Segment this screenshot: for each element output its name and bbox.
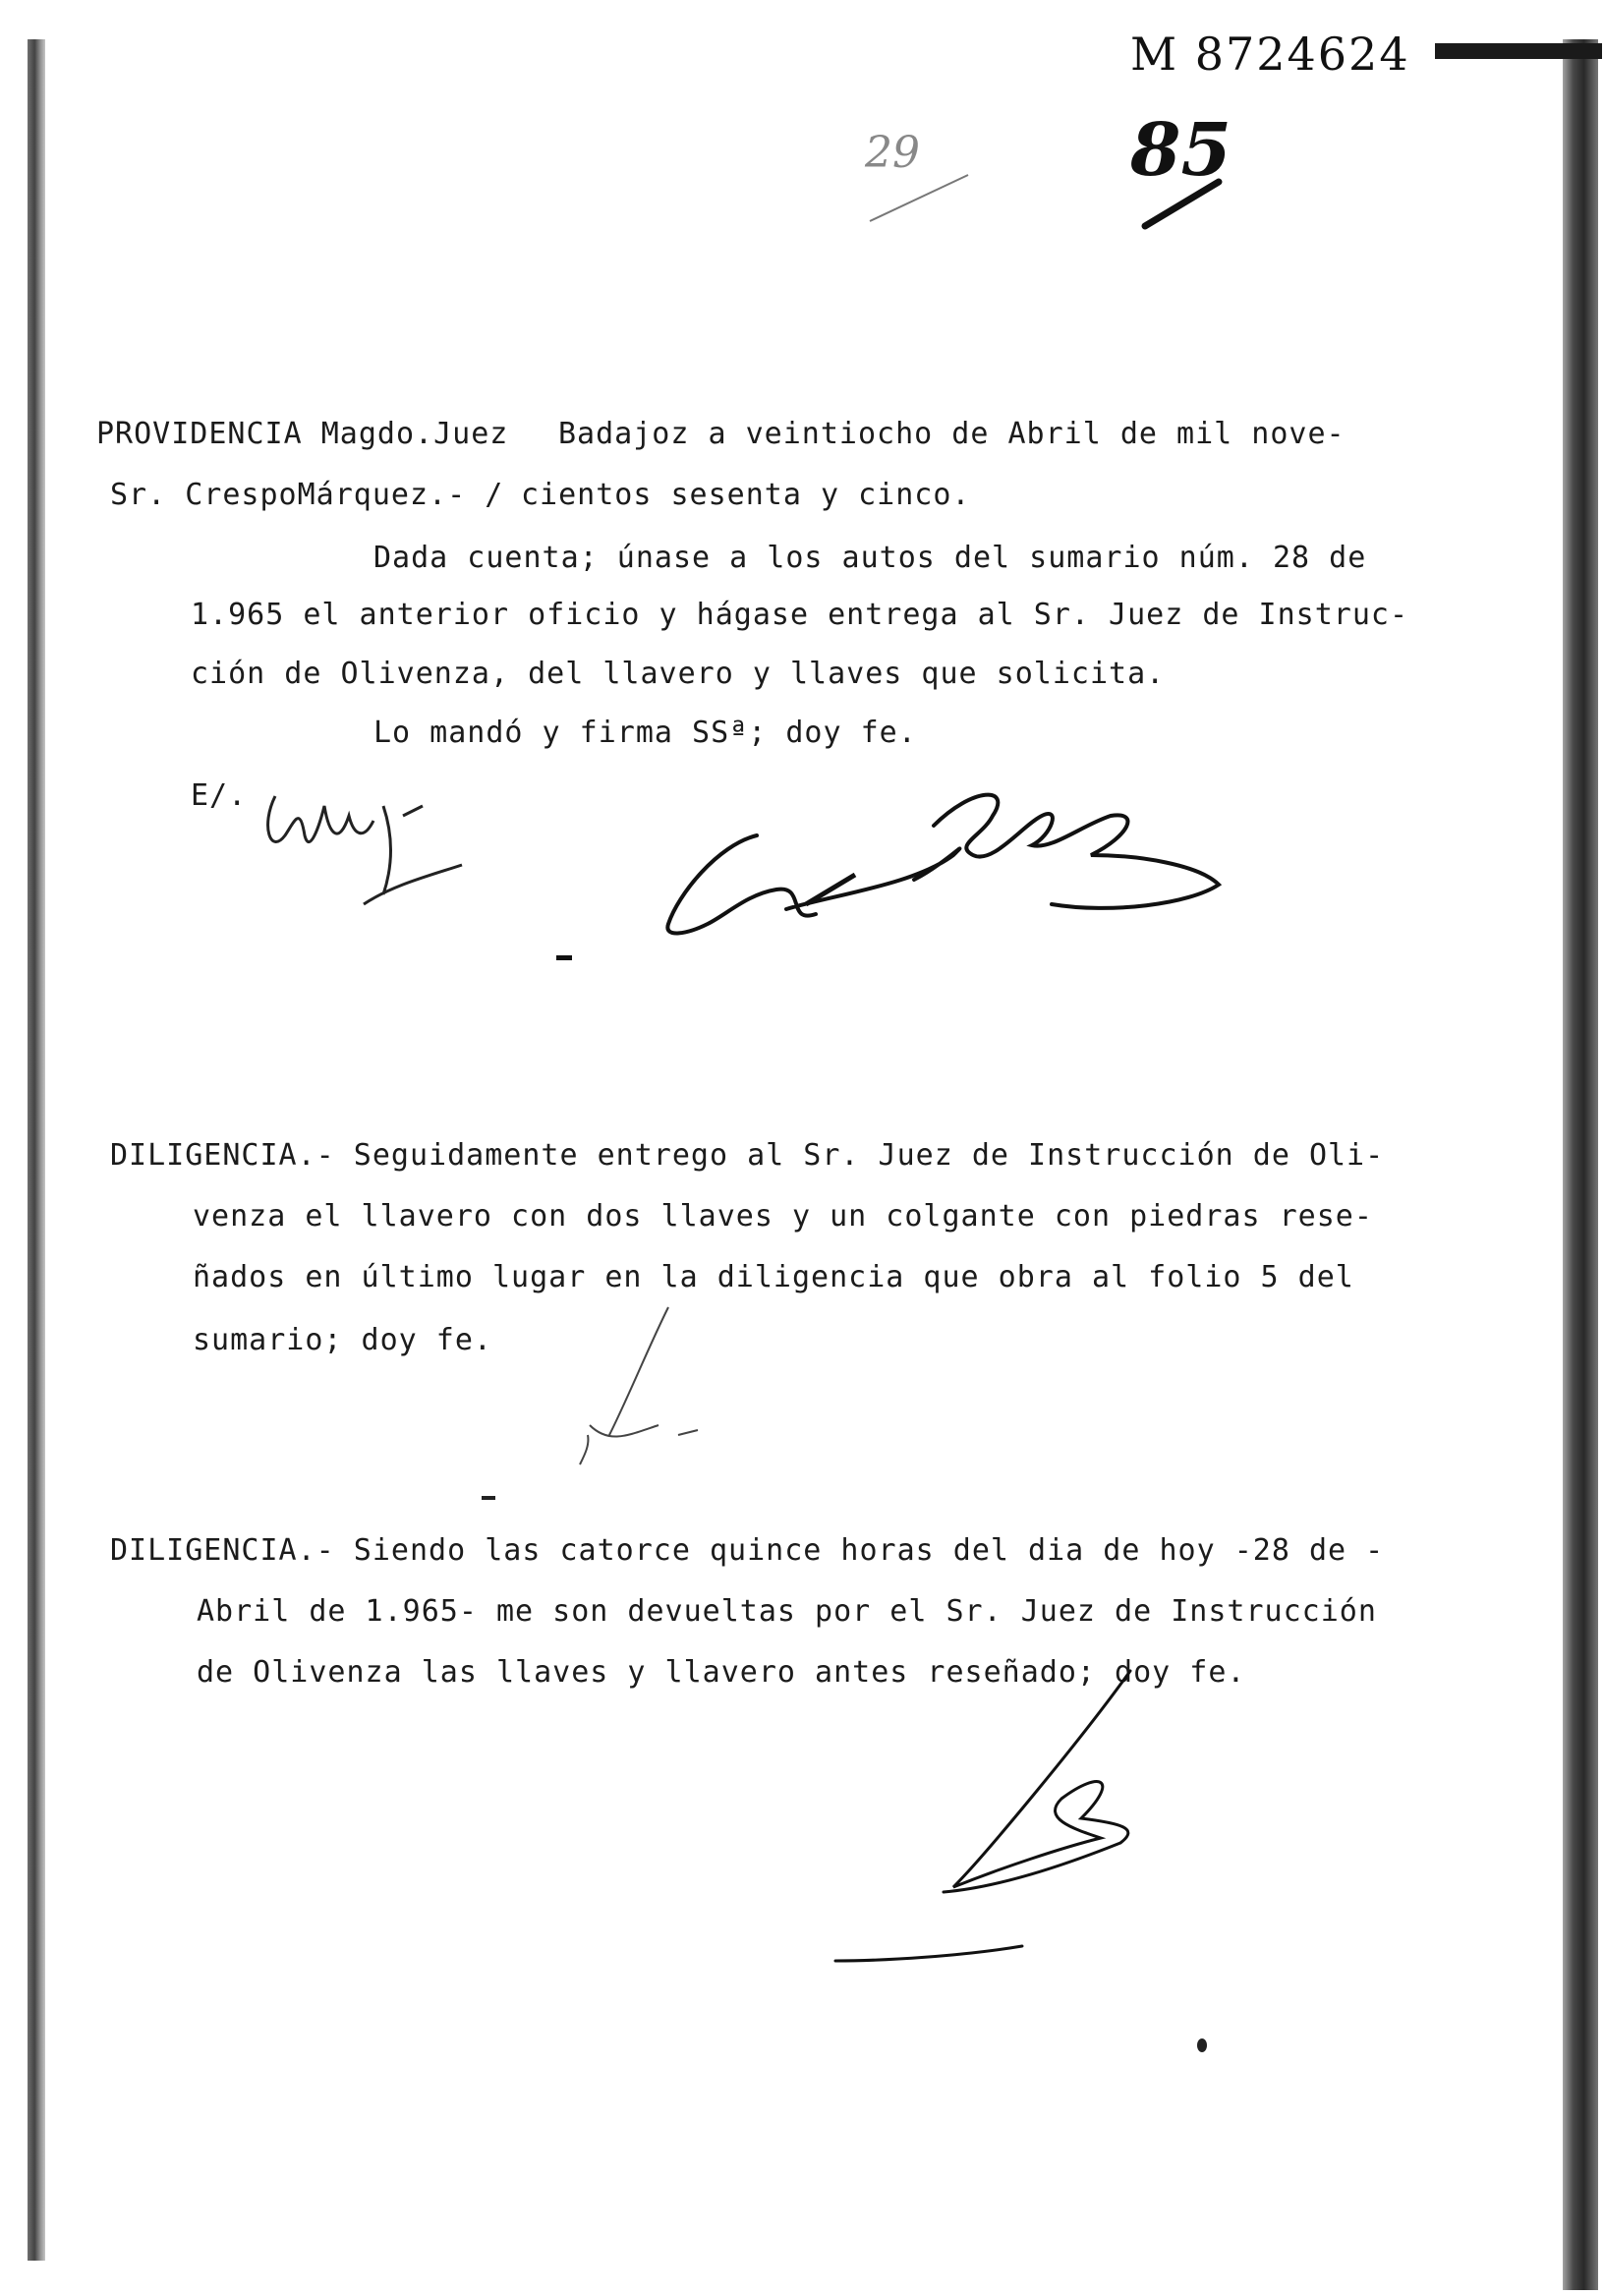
providencia-body-line: Lo mandó y firma SSª; doy fe. bbox=[373, 716, 917, 750]
top-scan-edge bbox=[1435, 43, 1602, 59]
diligencia-1-line: ñados en último lugar en la diligencia que obra al folio 5 del bbox=[193, 1260, 1354, 1294]
left-scan-edge bbox=[28, 39, 45, 2261]
providencia-date-line1: Badajoz a veintiocho de Abril de mil nove- bbox=[558, 417, 1346, 451]
diligencia-1-line: venza el llavero con dos llaves y un colgante con piedras rese- bbox=[193, 1199, 1373, 1234]
providencia-date-line2: cientos sesenta y cinco. bbox=[521, 478, 971, 512]
providencia-body-line: 1.965 el anterior oficio y hágase entrega al Sr. Juez de Instruc- bbox=[191, 598, 1408, 632]
diligencia-2-line: Abril de 1.965- me son devueltas por el Sr. Juez de Instrucción bbox=[197, 1594, 1377, 1629]
document-number: M 8724624 bbox=[1130, 28, 1410, 81]
providencia-body-line: ción de Olivenza, del llavero y llaves que solicita. bbox=[191, 657, 1166, 691]
diligencia-1-signature bbox=[550, 1297, 727, 1474]
diligencia-2-line: de Olivenza las llaves y llavero antes reseñado; doy fe. bbox=[197, 1655, 1246, 1690]
folio-number-faint: 29 bbox=[865, 128, 920, 178]
judge-signature bbox=[619, 767, 1248, 953]
diligencia-2-line: DILIGENCIA.- Siendo las catorce quince horas del dia de hoy -28 de - bbox=[110, 1533, 1385, 1568]
folio-underline-faint bbox=[865, 167, 973, 226]
diligencia-1-line: sumario; doy fe. bbox=[193, 1323, 492, 1357]
ink-mark bbox=[556, 955, 572, 960]
right-scan-edge bbox=[1563, 39, 1598, 2290]
folio-underline bbox=[1140, 177, 1229, 236]
diligencia-2-signature bbox=[826, 1661, 1258, 1985]
providencia-body-line: Dada cuenta; únase a los autos del sumario núm. 28 de bbox=[373, 541, 1367, 575]
ink-mark bbox=[1197, 2038, 1207, 2052]
providencia-initials: E/. bbox=[191, 778, 248, 813]
providencia-judge: Sr. CrespoMárquez.- / bbox=[110, 478, 504, 512]
providencia-label: PROVIDENCIA Magdo.Juez bbox=[96, 417, 509, 451]
diligencia-1-line: DILIGENCIA.- Seguidamente entrego al Sr. Juez de Instrucción de Oli- bbox=[110, 1138, 1385, 1173]
ink-mark bbox=[482, 1496, 495, 1500]
initials-signature bbox=[256, 767, 491, 934]
folio-number: 85 bbox=[1130, 108, 1232, 193]
